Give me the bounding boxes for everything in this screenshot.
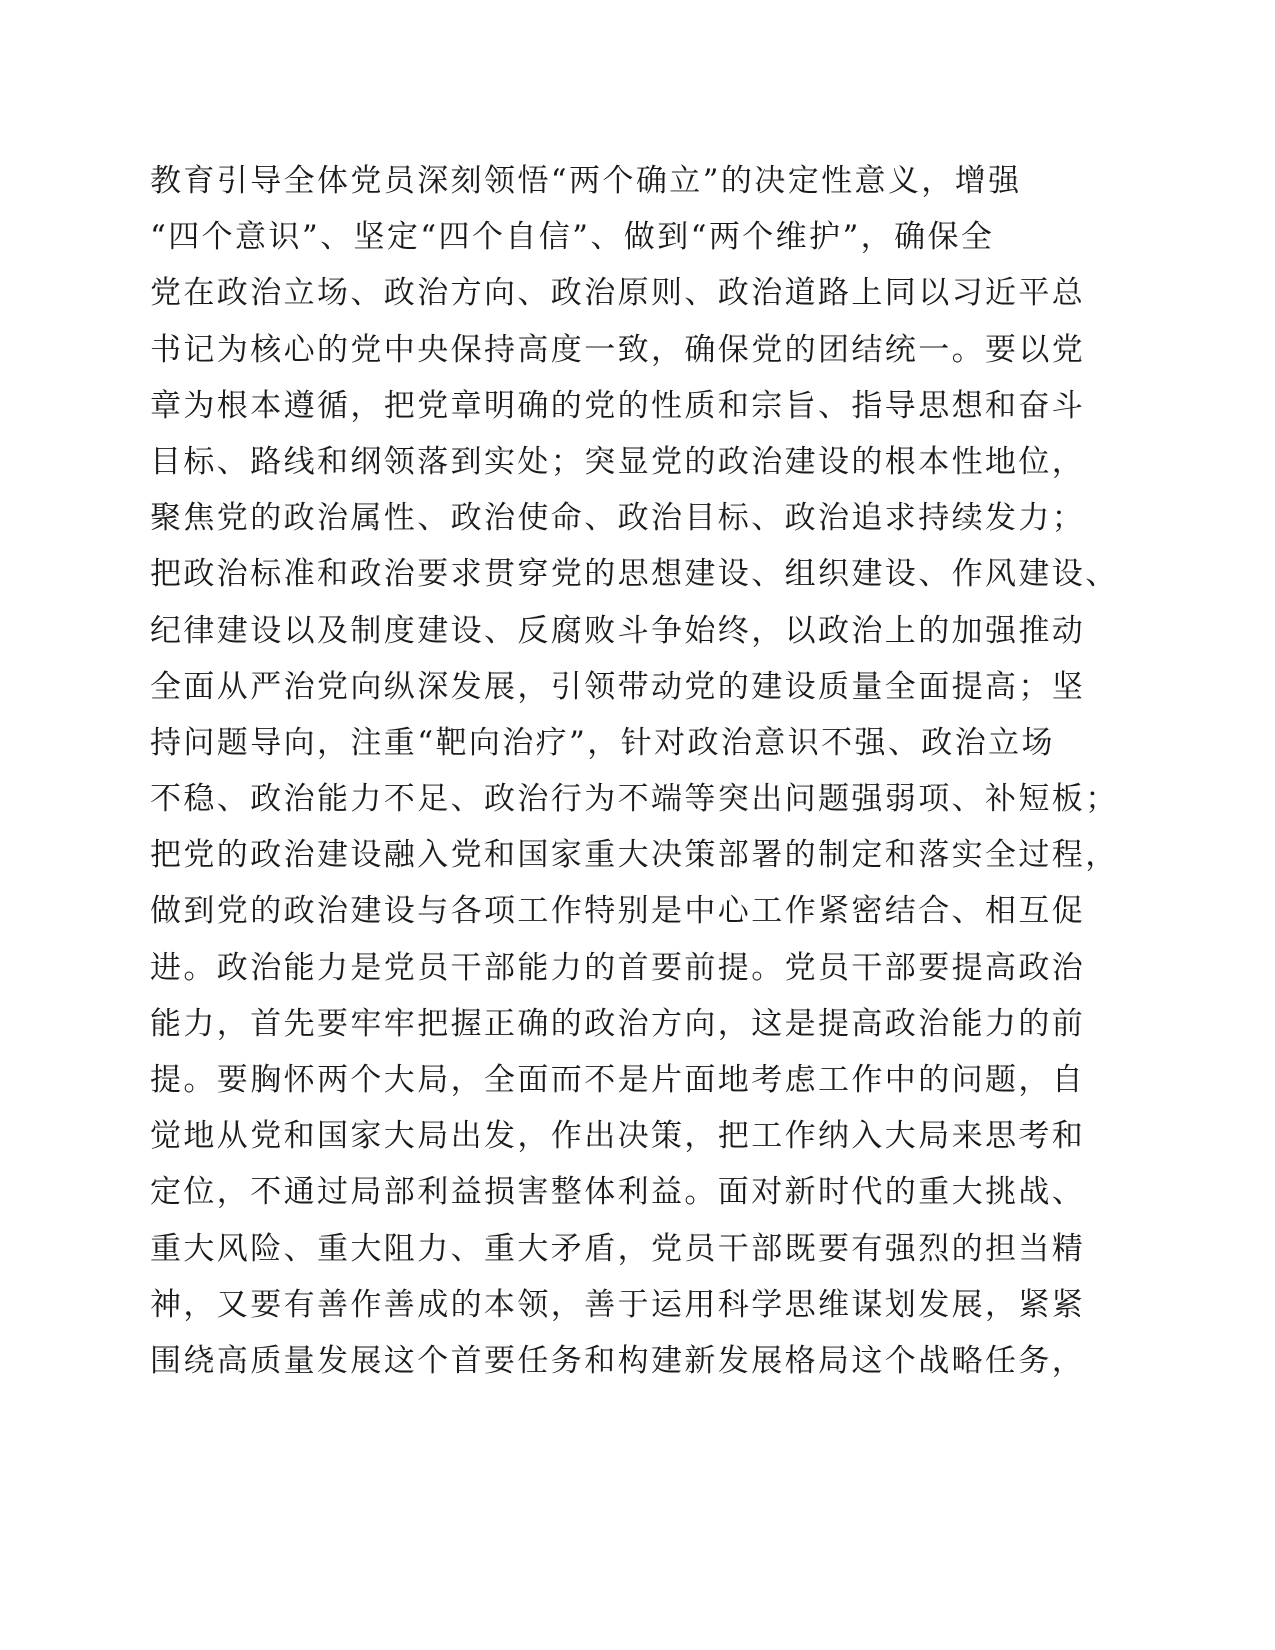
text-line: “四个意识”、坚定“四个自信”、做到“两个维护”，确保全 [150,219,995,256]
text-line: 聚焦党的政治属性、政治使命、政治目标、政治追求持续发力； [150,500,1086,537]
text-line: 不稳、政治能力不足、政治行为不端等突出问题强弱项、补短板； [150,781,1119,818]
text-line: 纪律建设以及制度建设、反腐败斗争始终，以政治上的加强推动 [150,612,1086,649]
text-line: 目标、路线和纲领落到实处；突显党的政治建设的根本性地位， [150,443,1086,480]
text-line: 进。政治能力是党员干部能力的首要前提。党员干部要提高政治 [150,949,1086,986]
text-line: 章为根本遵循，把党章明确的党的性质和宗旨、指导思想和奋斗 [150,387,1086,424]
text-line: 神，又要有善作善成的本领，善于运用科学思维谋划发展，紧紧 [150,1286,1086,1323]
text-line: 党在政治立场、政治方向、政治原则、政治道路上同以习近平总 [150,275,1086,312]
text-line: 把党的政治建设融入党和国家重大决策部署的制定和落实全过程， [150,837,1119,874]
text-line: 教育引导全体党员深刻领悟“两个确立”的决定性意义，增强 [150,163,1022,199]
text-line: 提。要胸怀两个大局，全面而不是片面地考虑工作中的问题，自 [150,1062,1086,1098]
text-line: 能力，首先要牢牢把握正确的政治方向，这是提高政治能力的前 [150,1005,1086,1042]
text-line: 书记为核心的党中央保持高度一致，确保党的团结统一。要以党 [150,331,1086,368]
text-line: 围绕高质量发展这个首要任务和构建新发展格局这个战略任务， [150,1342,1086,1379]
text-line: 持问题导向，注重“靶向治疗”，针对政治意识不强、政治立场 [150,724,1055,761]
text-line: 做到党的政治建设与各项工作特别是中心工作紧密结合、相互促 [150,893,1086,930]
body-paragraph [150,153,1150,1389]
text-line: 全面从严治党向纵深发展，引领带动党的建设质量全面提高；坚 [150,668,1086,705]
text-line: 把政治标准和政治要求贯穿党的思想建设、组织建设、作风建设、 [150,556,1119,593]
text-line: 定位，不通过局部利益损害整体利益。面对新时代的重大挑战、 [150,1174,1086,1211]
text-line: 觉地从党和国家大局出发，作出决策，把工作纳入大局来思考和 [150,1118,1086,1155]
text-line: 重大风险、重大阻力、重大矛盾，党员干部既要有强烈的担当精 [150,1230,1086,1267]
